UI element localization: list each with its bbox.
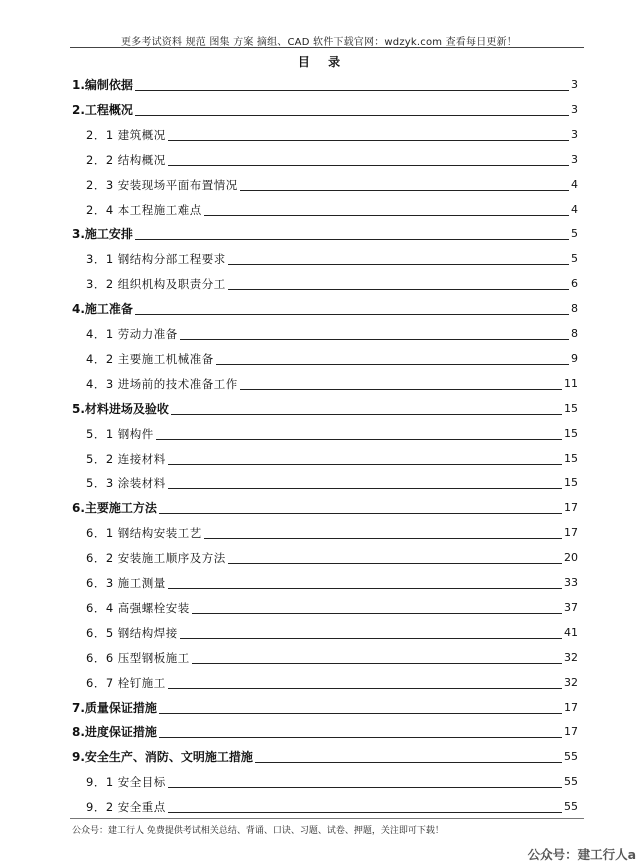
toc-subsection-entry[interactable] (86, 623, 578, 641)
toc-entry-label: 5.材料进场及验收 (72, 402, 169, 416)
toc-page-number: 17 (564, 501, 578, 514)
toc-leader-line (168, 464, 562, 465)
toc-entry-label: 2．1 建筑概况 (86, 128, 166, 142)
page-footer-note: 公众号：建工行人 免费提供考试相关总结、背诵、口诀、习题、试卷、押题，关注即可下载！ (72, 826, 444, 836)
toc-entry-label: 2.工程概况 (72, 103, 133, 117)
toc-section-entry[interactable] (72, 100, 578, 118)
toc-page-number: 3 (571, 78, 578, 91)
toc-subsection-entry[interactable] (86, 249, 578, 267)
toc-entry-label: 2．2 结构概况 (86, 153, 166, 167)
toc-leader-line (192, 613, 562, 614)
toc-section-entry[interactable] (72, 722, 578, 740)
toc-page-number: 17 (564, 526, 578, 539)
toc-leader-line (168, 140, 569, 141)
toc-page-number: 5 (571, 252, 578, 265)
toc-page-number: 32 (564, 651, 578, 664)
toc-leader-line (180, 339, 569, 340)
toc-entry-label: 4．3 进场前的技术准备工作 (86, 377, 238, 391)
toc-page-number: 5 (571, 227, 578, 240)
toc-subsection-entry[interactable] (86, 274, 578, 292)
toc-entry-label: 1.编制依据 (72, 78, 133, 92)
toc-entry-label: 7.质量保证措施 (72, 701, 157, 715)
page-header-banner: 更多考试资料 规范 图集 方案 摘组、CAD 软件下载官网：wdzyk.com 查看每日更新！ (120, 37, 517, 48)
toc-entry-label: 6．4 高强螺栓安装 (86, 601, 190, 615)
toc-title: 目 录 (297, 55, 341, 69)
toc-leader-line (228, 289, 569, 290)
toc-entry-label: 2．3 安装现场平面布置情况 (86, 178, 238, 192)
toc-page-number: 32 (564, 676, 578, 689)
toc-entry-label: 2．4 本工程施工难点 (86, 203, 202, 217)
toc-subsection-entry[interactable] (86, 573, 578, 591)
toc-section-entry[interactable] (72, 399, 578, 417)
toc-entry-label: 4.施工准备 (72, 302, 133, 316)
toc-leader-line (171, 414, 562, 415)
toc-leader-line (168, 588, 562, 589)
toc-leader-line (180, 638, 562, 639)
toc-leader-line (192, 663, 562, 664)
toc-leader-line (135, 115, 569, 116)
toc-leader-line (135, 314, 569, 315)
toc-entry-label: 3．2 组织机构及职责分工 (86, 277, 226, 291)
toc-page-number: 20 (564, 551, 578, 564)
toc-section-entry[interactable] (72, 498, 578, 516)
toc-subsection-entry[interactable] (86, 150, 578, 168)
toc-page-number: 55 (564, 800, 578, 813)
toc-page-number: 4 (571, 203, 578, 216)
footer-divider (70, 818, 584, 819)
toc-page-number: 55 (564, 775, 578, 788)
toc-subsection-entry[interactable] (86, 772, 578, 790)
toc-page-number: 15 (564, 452, 578, 465)
toc-entry-label: 9.安全生产、消防、文明施工措施 (72, 750, 253, 764)
toc-entry-label: 6.主要施工方法 (72, 501, 157, 515)
toc-leader-line (159, 737, 562, 738)
toc-entry-label: 6．2 安装施工顺序及方法 (86, 551, 226, 565)
toc-subsection-entry[interactable] (86, 424, 578, 442)
toc-entry-label: 3.施工安排 (72, 227, 133, 241)
toc-subsection-entry[interactable] (86, 449, 578, 467)
toc-entry-label: 5．3 涂装材料 (86, 476, 166, 490)
toc-page-number: 3 (571, 103, 578, 116)
toc-page-number: 15 (564, 402, 578, 415)
toc-page-number: 17 (564, 701, 578, 714)
toc-entry-label: 4．2 主要施工机械准备 (86, 352, 214, 366)
toc-leader-line (168, 165, 569, 166)
toc-subsection-entry[interactable] (86, 175, 578, 193)
toc-subsection-entry[interactable] (86, 200, 578, 218)
watermark: 公众号：建工行人a (527, 847, 636, 862)
toc-leader-line (168, 787, 562, 788)
toc-leader-line (168, 812, 562, 813)
toc-leader-line (168, 488, 562, 489)
toc-page-number: 37 (564, 601, 578, 614)
toc-section-entry[interactable] (72, 698, 578, 716)
toc-entry-label: 6．3 施工测量 (86, 576, 166, 590)
toc-subsection-entry[interactable] (86, 648, 578, 666)
toc-entry-label: 8.进度保证措施 (72, 725, 157, 739)
toc-section-entry[interactable] (72, 299, 578, 317)
toc-entry-label: 9．2 安全重点 (86, 800, 166, 814)
toc-entry-label: 3．1 钢结构分部工程要求 (86, 252, 226, 266)
toc-page-number: 6 (571, 277, 578, 290)
toc-page-number: 15 (564, 427, 578, 440)
toc-entry-label: 6．7 栓钉施工 (86, 676, 166, 690)
toc-subsection-entry[interactable] (86, 598, 578, 616)
toc-section-entry[interactable] (72, 224, 578, 242)
toc-leader-line (204, 215, 569, 216)
toc-subsection-entry[interactable] (86, 548, 578, 566)
toc-entry-label: 5．2 连接材料 (86, 452, 166, 466)
toc-page-number: 9 (571, 352, 578, 365)
toc-subsection-entry[interactable] (86, 374, 578, 392)
toc-entry-label: 6．5 钢结构焊接 (86, 626, 178, 640)
toc-subsection-entry[interactable] (86, 523, 578, 541)
toc-page-number: 8 (571, 302, 578, 315)
toc-leader-line (159, 513, 562, 514)
toc-leader-line (216, 364, 569, 365)
toc-leader-line (156, 439, 562, 440)
toc-leader-line (240, 389, 562, 390)
toc-page-number: 33 (564, 576, 578, 589)
toc-subsection-entry[interactable] (86, 797, 578, 815)
toc-leader-line (240, 190, 569, 191)
toc-subsection-entry[interactable] (86, 125, 578, 143)
toc-page-number: 41 (564, 626, 578, 639)
toc-subsection-entry[interactable] (86, 673, 578, 691)
toc-leader-line (255, 762, 562, 763)
toc-section-entry[interactable] (72, 75, 578, 93)
toc-page-number: 8 (571, 327, 578, 340)
toc-section-entry[interactable] (72, 747, 578, 765)
toc-page-number: 55 (564, 750, 578, 763)
toc-leader-line (228, 563, 562, 564)
toc-entry-label: 9．1 安全目标 (86, 775, 166, 789)
toc-subsection-entry[interactable] (86, 349, 578, 367)
header-divider (70, 47, 584, 48)
toc-leader-line (135, 239, 569, 240)
toc-page-number: 11 (564, 377, 578, 390)
toc-leader-line (135, 90, 569, 91)
toc-entry-label: 5．1 钢构件 (86, 427, 154, 441)
toc-subsection-entry[interactable] (86, 473, 578, 491)
toc-page-number: 15 (564, 476, 578, 489)
toc-entry-label: 6．6 压型钢板施工 (86, 651, 190, 665)
toc-page-number: 3 (571, 153, 578, 166)
toc-leader-line (204, 538, 562, 539)
toc-page-number: 3 (571, 128, 578, 141)
toc-leader-line (168, 688, 562, 689)
toc-entry-label: 4．1 劳动力准备 (86, 327, 178, 341)
toc-page-number: 4 (571, 178, 578, 191)
toc-leader-line (159, 713, 562, 714)
toc-leader-line (228, 264, 569, 265)
toc-entry-label: 6．1 钢结构安装工艺 (86, 526, 202, 540)
toc-page-number: 17 (564, 725, 578, 738)
toc-subsection-entry[interactable] (86, 324, 578, 342)
